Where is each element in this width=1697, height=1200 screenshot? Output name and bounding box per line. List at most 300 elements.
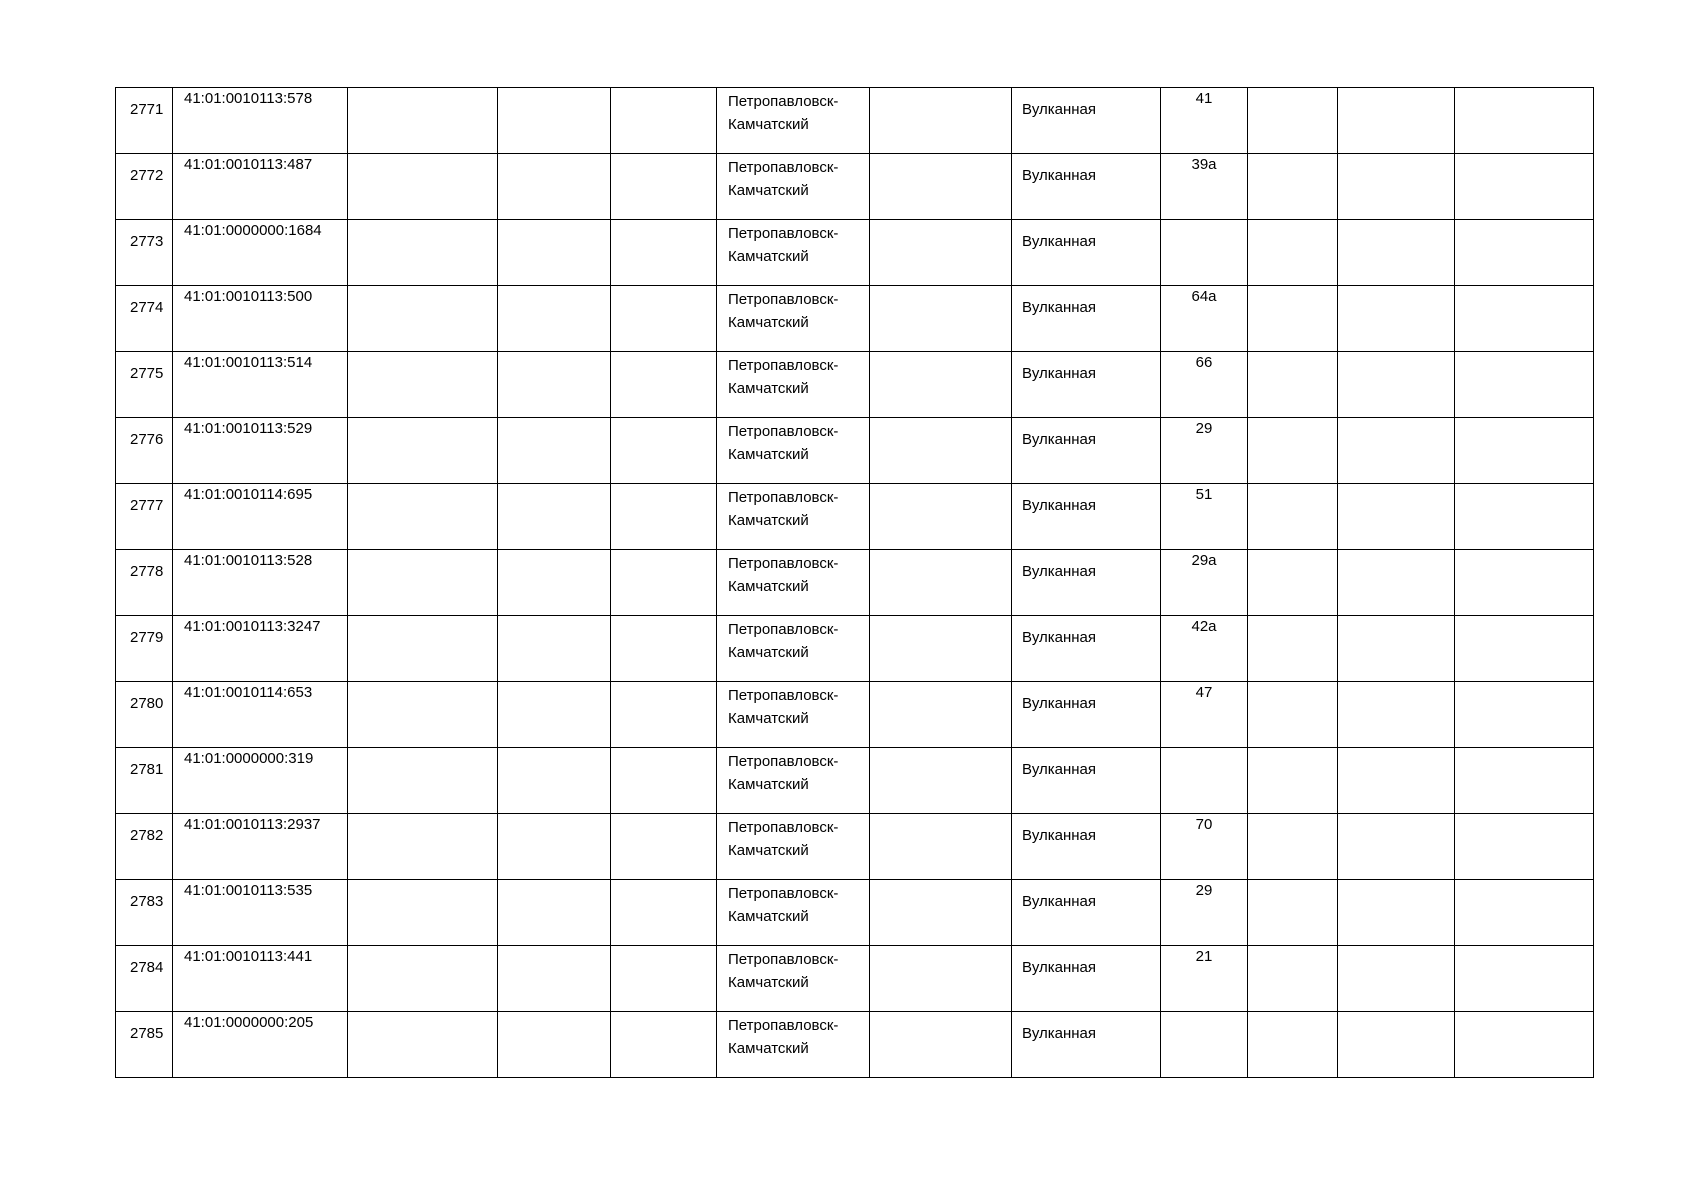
empty-cell xyxy=(348,220,498,286)
city-cell xyxy=(717,286,870,352)
street-cell xyxy=(1012,154,1161,220)
street-cell xyxy=(1012,286,1161,352)
city-name xyxy=(717,352,869,400)
city-cell xyxy=(717,220,870,286)
street-name: Вулканная xyxy=(1022,365,1097,382)
empty-cell xyxy=(1248,418,1338,484)
cadastral-number-cell xyxy=(173,220,348,286)
city-line-1: Петропавловск- xyxy=(728,159,839,176)
row-number-cell xyxy=(116,880,173,946)
city-name xyxy=(717,220,869,268)
street-cell xyxy=(1012,682,1161,748)
table-row xyxy=(116,616,1594,682)
empty-cell xyxy=(1248,352,1338,418)
cadastral-number: 41:01:0010113:514 xyxy=(184,354,313,371)
city-name xyxy=(717,616,869,664)
empty-cell xyxy=(498,418,611,484)
table-row xyxy=(116,550,1594,616)
empty-cell xyxy=(1455,814,1594,880)
street-name: Вулканная xyxy=(1022,1025,1097,1042)
street-cell xyxy=(1012,418,1161,484)
street-name: Вулканная xyxy=(1022,761,1097,778)
empty-cell xyxy=(498,748,611,814)
city-name xyxy=(717,88,869,136)
empty-cell xyxy=(498,484,611,550)
city-cell xyxy=(717,550,870,616)
empty-cell xyxy=(1338,880,1455,946)
empty-cell xyxy=(611,484,717,550)
empty-cell xyxy=(1338,220,1455,286)
cadastral-number-cell xyxy=(173,946,348,1012)
cadastral-number-cell xyxy=(173,484,348,550)
row-number: 2779 xyxy=(130,629,164,646)
house-number: 29а xyxy=(1191,552,1217,569)
empty-cell xyxy=(348,1012,498,1078)
empty-cell xyxy=(348,880,498,946)
house-number-cell xyxy=(1161,418,1248,484)
table-row xyxy=(116,88,1594,154)
city-line-2: Камчатский xyxy=(728,248,809,265)
empty-cell xyxy=(1338,1012,1455,1078)
empty-cell xyxy=(348,352,498,418)
table-row xyxy=(116,154,1594,220)
cadastral-number-cell xyxy=(173,352,348,418)
row-number: 2778 xyxy=(130,563,164,580)
city-name xyxy=(717,484,869,532)
street-name: Вулканная xyxy=(1022,299,1097,316)
city-line-2: Камчатский xyxy=(728,380,809,397)
cadastral-number-cell xyxy=(173,1012,348,1078)
empty-cell xyxy=(870,616,1012,682)
empty-cell xyxy=(348,682,498,748)
street-cell xyxy=(1012,220,1161,286)
house-number-cell xyxy=(1161,880,1248,946)
row-number-cell xyxy=(116,286,173,352)
city-cell xyxy=(717,880,870,946)
empty-cell xyxy=(611,814,717,880)
cadastral-number-cell xyxy=(173,880,348,946)
cadastral-number-cell xyxy=(173,550,348,616)
empty-cell xyxy=(611,352,717,418)
table-row xyxy=(116,748,1594,814)
street-name: Вулканная xyxy=(1022,827,1097,844)
city-line-1: Петропавловск- xyxy=(728,885,839,902)
empty-cell xyxy=(1248,88,1338,154)
empty-cell xyxy=(498,154,611,220)
city-cell xyxy=(717,154,870,220)
city-cell xyxy=(717,748,870,814)
empty-cell xyxy=(1248,814,1338,880)
empty-cell xyxy=(611,154,717,220)
empty-cell xyxy=(348,748,498,814)
empty-cell xyxy=(348,484,498,550)
street-name: Вулканная xyxy=(1022,695,1097,712)
empty-cell xyxy=(348,154,498,220)
empty-cell xyxy=(611,88,717,154)
empty-cell xyxy=(498,946,611,1012)
empty-cell xyxy=(1455,748,1594,814)
city-line-2: Камчатский xyxy=(728,842,809,859)
street-cell xyxy=(1012,616,1161,682)
cadastral-number: 41:01:0000000:1684 xyxy=(184,222,322,239)
house-number-cell xyxy=(1161,550,1248,616)
city-line-2: Камчатский xyxy=(728,578,809,595)
row-number-cell xyxy=(116,418,173,484)
house-number: 64а xyxy=(1191,288,1217,305)
street-name: Вулканная xyxy=(1022,101,1097,118)
empty-cell xyxy=(1455,1012,1594,1078)
row-number: 2784 xyxy=(130,959,164,976)
city-line-2: Камчатский xyxy=(728,182,809,199)
empty-cell xyxy=(498,616,611,682)
row-number-cell xyxy=(116,550,173,616)
cadastral-number-cell xyxy=(173,154,348,220)
empty-cell xyxy=(870,946,1012,1012)
street-cell xyxy=(1012,352,1161,418)
city-line-1: Петропавловск- xyxy=(728,489,839,506)
street-name: Вулканная xyxy=(1022,629,1097,646)
empty-cell xyxy=(1455,616,1594,682)
empty-cell xyxy=(870,418,1012,484)
empty-cell xyxy=(611,220,717,286)
empty-cell xyxy=(1338,418,1455,484)
house-number: 21 xyxy=(1195,948,1213,965)
house-number-cell xyxy=(1161,154,1248,220)
empty-cell xyxy=(498,220,611,286)
row-number: 2777 xyxy=(130,497,164,514)
empty-cell xyxy=(1455,286,1594,352)
street-cell xyxy=(1012,550,1161,616)
house-number: 42а xyxy=(1191,618,1217,635)
empty-cell xyxy=(1455,682,1594,748)
empty-cell xyxy=(498,682,611,748)
row-number-cell xyxy=(116,88,173,154)
cadastral-number: 41:01:0010113:535 xyxy=(184,882,313,899)
cadastral-number-cell xyxy=(173,418,348,484)
empty-cell xyxy=(498,352,611,418)
empty-cell xyxy=(348,616,498,682)
city-cell xyxy=(717,1012,870,1078)
table-row xyxy=(116,814,1594,880)
empty-cell xyxy=(1455,484,1594,550)
table-row xyxy=(116,418,1594,484)
house-number-cell xyxy=(1161,946,1248,1012)
table-row xyxy=(116,880,1594,946)
house-number: 66 xyxy=(1195,354,1213,371)
house-number: 51 xyxy=(1195,486,1213,503)
street-name: Вулканная xyxy=(1022,497,1097,514)
house-number-cell xyxy=(1161,1012,1248,1078)
empty-cell xyxy=(1338,616,1455,682)
city-cell xyxy=(717,352,870,418)
row-number-cell xyxy=(116,616,173,682)
empty-cell xyxy=(1248,1012,1338,1078)
empty-cell xyxy=(1338,748,1455,814)
empty-cell xyxy=(498,88,611,154)
empty-cell xyxy=(1248,154,1338,220)
street-name: Вулканная xyxy=(1022,167,1097,184)
row-number-cell xyxy=(116,946,173,1012)
property-registry-table xyxy=(115,87,1594,1078)
city-line-1: Петропавловск- xyxy=(728,819,839,836)
house-number-cell xyxy=(1161,286,1248,352)
cadastral-number: 41:01:0010114:695 xyxy=(184,486,313,503)
empty-cell xyxy=(1248,286,1338,352)
city-line-2: Камчатский xyxy=(728,644,809,661)
empty-cell xyxy=(611,880,717,946)
city-line-1: Петропавловск- xyxy=(728,291,839,308)
city-name xyxy=(717,880,869,928)
empty-cell xyxy=(1455,880,1594,946)
empty-cell xyxy=(1248,946,1338,1012)
house-number: 29 xyxy=(1195,420,1213,437)
empty-cell xyxy=(611,748,717,814)
empty-cell xyxy=(870,220,1012,286)
empty-cell xyxy=(498,1012,611,1078)
city-name xyxy=(717,154,869,202)
row-number-cell xyxy=(116,352,173,418)
cadastral-number-cell xyxy=(173,682,348,748)
empty-cell xyxy=(870,484,1012,550)
house-number: 29 xyxy=(1195,882,1213,899)
empty-cell xyxy=(870,748,1012,814)
city-line-2: Камчатский xyxy=(728,1040,809,1057)
cadastral-number: 41:01:0010113:487 xyxy=(184,156,313,173)
house-number-cell xyxy=(1161,88,1248,154)
empty-cell xyxy=(348,550,498,616)
street-name: Вулканная xyxy=(1022,893,1097,910)
city-line-2: Камчатский xyxy=(728,974,809,991)
house-number-cell xyxy=(1161,352,1248,418)
empty-cell xyxy=(611,946,717,1012)
city-name xyxy=(717,814,869,862)
table-row xyxy=(116,946,1594,1012)
empty-cell xyxy=(611,286,717,352)
cadastral-number: 41:01:0010113:500 xyxy=(184,288,313,305)
cadastral-number: 41:01:0000000:319 xyxy=(184,750,314,767)
cadastral-number: 41:01:0010113:2937 xyxy=(184,816,321,833)
row-number-cell xyxy=(116,1012,173,1078)
empty-cell xyxy=(870,880,1012,946)
house-number-cell xyxy=(1161,616,1248,682)
city-line-2: Камчатский xyxy=(728,446,809,463)
empty-cell xyxy=(498,550,611,616)
empty-cell xyxy=(1338,352,1455,418)
row-number: 2785 xyxy=(130,1025,164,1042)
city-line-1: Петропавловск- xyxy=(728,687,839,704)
city-cell xyxy=(717,418,870,484)
empty-cell xyxy=(1455,946,1594,1012)
empty-cell xyxy=(1338,550,1455,616)
empty-cell xyxy=(1248,484,1338,550)
street-cell xyxy=(1012,484,1161,550)
empty-cell xyxy=(1248,550,1338,616)
city-line-1: Петропавловск- xyxy=(728,423,839,440)
city-cell xyxy=(717,682,870,748)
row-number: 2773 xyxy=(130,233,164,250)
city-cell xyxy=(717,814,870,880)
house-number: 41 xyxy=(1195,90,1213,107)
empty-cell xyxy=(1455,88,1594,154)
city-line-1: Петропавловск- xyxy=(728,621,839,638)
cadastral-number: 41:01:0010113:529 xyxy=(184,420,313,437)
empty-cell xyxy=(1338,814,1455,880)
city-name xyxy=(717,946,869,994)
street-cell xyxy=(1012,814,1161,880)
empty-cell xyxy=(1248,616,1338,682)
table-body xyxy=(116,88,1594,1078)
empty-cell xyxy=(1248,220,1338,286)
house-number: 70 xyxy=(1195,816,1213,833)
cadastral-number: 41:01:0010113:528 xyxy=(184,552,313,569)
street-cell xyxy=(1012,1012,1161,1078)
street-name: Вулканная xyxy=(1022,959,1097,976)
cadastral-number-cell xyxy=(173,814,348,880)
empty-cell xyxy=(870,682,1012,748)
street-name: Вулканная xyxy=(1022,563,1097,580)
cadastral-number: 41:01:0010113:578 xyxy=(184,90,313,107)
row-number: 2775 xyxy=(130,365,164,382)
city-cell xyxy=(717,616,870,682)
empty-cell xyxy=(1248,748,1338,814)
cadastral-number-cell xyxy=(173,616,348,682)
street-cell xyxy=(1012,946,1161,1012)
table-row xyxy=(116,352,1594,418)
cadastral-number: 41:01:0010114:653 xyxy=(184,684,313,701)
empty-cell xyxy=(348,286,498,352)
table-row xyxy=(116,1012,1594,1078)
city-name xyxy=(717,682,869,730)
row-number-cell xyxy=(116,748,173,814)
city-line-2: Камчатский xyxy=(728,710,809,727)
row-number: 2783 xyxy=(130,893,164,910)
city-line-1: Петропавловск- xyxy=(728,1017,839,1034)
row-number: 2780 xyxy=(130,695,164,712)
city-line-2: Камчатский xyxy=(728,908,809,925)
empty-cell xyxy=(870,286,1012,352)
cadastral-number: 41:01:0000000:205 xyxy=(184,1014,314,1031)
cadastral-number-cell xyxy=(173,286,348,352)
city-cell xyxy=(717,88,870,154)
empty-cell xyxy=(1338,946,1455,1012)
empty-cell xyxy=(870,88,1012,154)
row-number: 2771 xyxy=(130,101,164,118)
city-cell xyxy=(717,484,870,550)
empty-cell xyxy=(1338,88,1455,154)
city-name xyxy=(717,1012,869,1060)
city-line-1: Петропавловск- xyxy=(728,225,839,242)
street-name: Вулканная xyxy=(1022,233,1097,250)
row-number-cell xyxy=(116,814,173,880)
row-number-cell xyxy=(116,220,173,286)
empty-cell xyxy=(1455,154,1594,220)
empty-cell xyxy=(870,1012,1012,1078)
table-row xyxy=(116,682,1594,748)
street-cell xyxy=(1012,748,1161,814)
row-number: 2782 xyxy=(130,827,164,844)
empty-cell xyxy=(498,286,611,352)
empty-cell xyxy=(498,880,611,946)
house-number xyxy=(1161,220,1247,222)
empty-cell xyxy=(870,154,1012,220)
row-number-cell xyxy=(116,154,173,220)
city-line-1: Петропавловск- xyxy=(728,753,839,770)
empty-cell xyxy=(1338,154,1455,220)
house-number xyxy=(1161,748,1247,750)
row-number: 2781 xyxy=(130,761,164,778)
row-number: 2774 xyxy=(130,299,164,316)
cadastral-number-cell xyxy=(173,88,348,154)
row-number-cell xyxy=(116,682,173,748)
cadastral-number-cell xyxy=(173,748,348,814)
empty-cell xyxy=(611,1012,717,1078)
empty-cell xyxy=(1248,682,1338,748)
street-name: Вулканная xyxy=(1022,431,1097,448)
city-line-1: Петропавловск- xyxy=(728,93,839,110)
empty-cell xyxy=(1455,352,1594,418)
city-cell xyxy=(717,946,870,1012)
table-row xyxy=(116,484,1594,550)
empty-cell xyxy=(348,814,498,880)
city-name xyxy=(717,748,869,796)
city-line-2: Камчатский xyxy=(728,512,809,529)
empty-cell xyxy=(870,352,1012,418)
house-number-cell xyxy=(1161,682,1248,748)
city-line-1: Петропавловск- xyxy=(728,555,839,572)
empty-cell xyxy=(611,418,717,484)
empty-cell xyxy=(870,814,1012,880)
house-number: 47 xyxy=(1195,684,1213,701)
city-line-2: Камчатский xyxy=(728,776,809,793)
house-number-cell xyxy=(1161,814,1248,880)
city-line-2: Камчатский xyxy=(728,314,809,331)
empty-cell xyxy=(1338,286,1455,352)
empty-cell xyxy=(1455,220,1594,286)
street-cell xyxy=(1012,880,1161,946)
row-number-cell xyxy=(116,484,173,550)
empty-cell xyxy=(498,814,611,880)
house-number-cell xyxy=(1161,484,1248,550)
cadastral-number: 41:01:0010113:441 xyxy=(184,948,313,965)
table-row xyxy=(116,220,1594,286)
empty-cell xyxy=(1338,484,1455,550)
empty-cell xyxy=(611,682,717,748)
city-name xyxy=(717,418,869,466)
city-name xyxy=(717,550,869,598)
empty-cell xyxy=(611,616,717,682)
city-line-2: Камчатский xyxy=(728,116,809,133)
empty-cell xyxy=(1338,682,1455,748)
house-number: 39а xyxy=(1191,156,1217,173)
empty-cell xyxy=(348,946,498,1012)
house-number-cell xyxy=(1161,748,1248,814)
row-number: 2776 xyxy=(130,431,164,448)
empty-cell xyxy=(348,418,498,484)
city-line-1: Петропавловск- xyxy=(728,357,839,374)
empty-cell xyxy=(870,550,1012,616)
city-line-1: Петропавловск- xyxy=(728,951,839,968)
cadastral-number: 41:01:0010113:3247 xyxy=(184,618,321,635)
empty-cell xyxy=(1455,418,1594,484)
empty-cell xyxy=(611,550,717,616)
empty-cell xyxy=(1455,550,1594,616)
table-row xyxy=(116,286,1594,352)
street-cell xyxy=(1012,88,1161,154)
house-number-cell xyxy=(1161,220,1248,286)
empty-cell xyxy=(1248,880,1338,946)
empty-cell xyxy=(348,88,498,154)
city-name xyxy=(717,286,869,334)
